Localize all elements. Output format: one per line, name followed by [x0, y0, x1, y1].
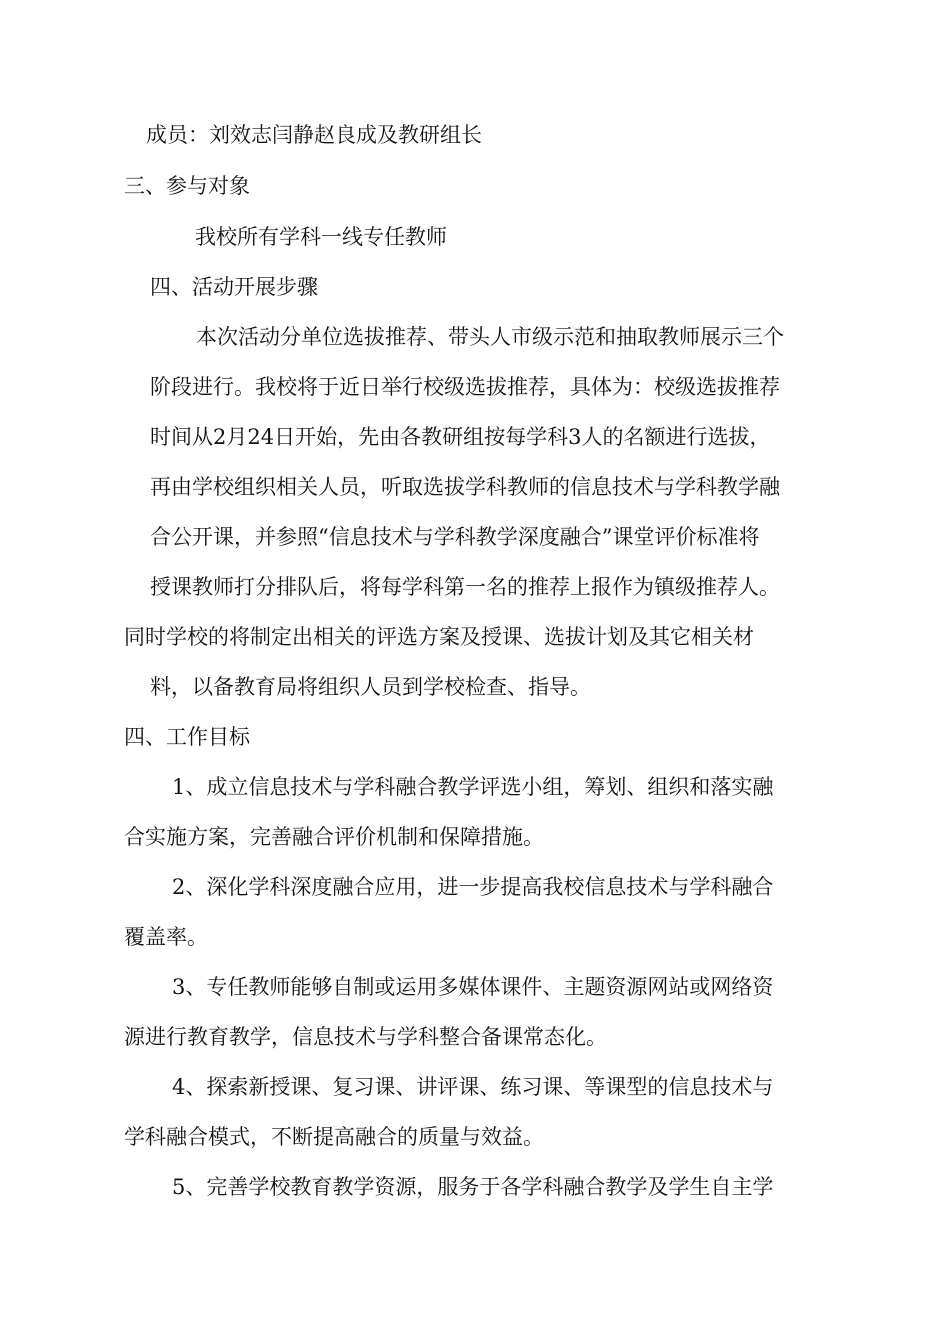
steps-paragraph-line: 时间从2月24日开始，先由各教研组按每学科3人的名额进行选拔，: [150, 425, 771, 449]
steps-paragraph-line: 料，以备教育局将组织人员到学校检查、指导。: [150, 675, 591, 699]
goal-item-line: 3、专任教师能够自制或运用多媒体课件、主题资源网站或网络资: [172, 975, 774, 999]
goal-item-line: 合实施方案，完善融合评价机制和保障措施。: [124, 825, 544, 849]
section-4-goals-heading: 四、工作目标: [124, 725, 250, 749]
steps-paragraph-line: 再由学校组织相关人员，听取选拔学科教师的信息技术与学科教学融: [150, 475, 780, 499]
section-3-heading: 三、参与对象: [124, 174, 250, 198]
goal-item-line: 1、成立信息技术与学科融合教学评选小组，筹划、组织和落实融: [172, 775, 774, 799]
goal-item-line: 源进行教育教学，信息技术与学科整合备课常态化。: [124, 1025, 607, 1049]
goal-item-line: 2、深化学科深度融合应用，进一步提高我校信息技术与学科融合: [172, 875, 774, 899]
goal-item-line: 5、完善学校教育教学资源，服务于各学科融合教学及学生自主学: [172, 1175, 774, 1199]
section-3-body: 我校所有学科一线专任教师: [195, 225, 447, 249]
section-4-steps-heading: 四、活动开展步骤: [150, 275, 318, 299]
steps-paragraph-line: 本次活动分单位选拔推荐、带头人市级示范和抽取教师展示三个: [196, 325, 784, 349]
steps-paragraph-line: 授课教师打分排队后，将每学科第一名的推荐上报作为镇级推荐人。: [150, 575, 780, 599]
steps-paragraph-line: 阶段进行。我校将于近日举行校级选拔推荐，具体为：校级选拔推荐: [150, 375, 780, 399]
steps-paragraph-line: 同时学校的将制定出相关的评选方案及授课、选拔计划及其它相关材: [124, 625, 754, 649]
goal-item-line: 覆盖率。: [124, 925, 208, 949]
members-line: 成员：刘效志闫静赵良成及教研组长: [146, 123, 482, 147]
steps-paragraph-line: 合公开课，并参照“信息技术与学科教学深度融合”课堂评价标准将: [150, 525, 760, 549]
goal-item-line: 学科融合模式，不断提高融合的质量与效益。: [124, 1125, 544, 1149]
goal-item-line: 4、探索新授课、复习课、讲评课、练习课、等课型的信息技术与: [172, 1075, 774, 1099]
